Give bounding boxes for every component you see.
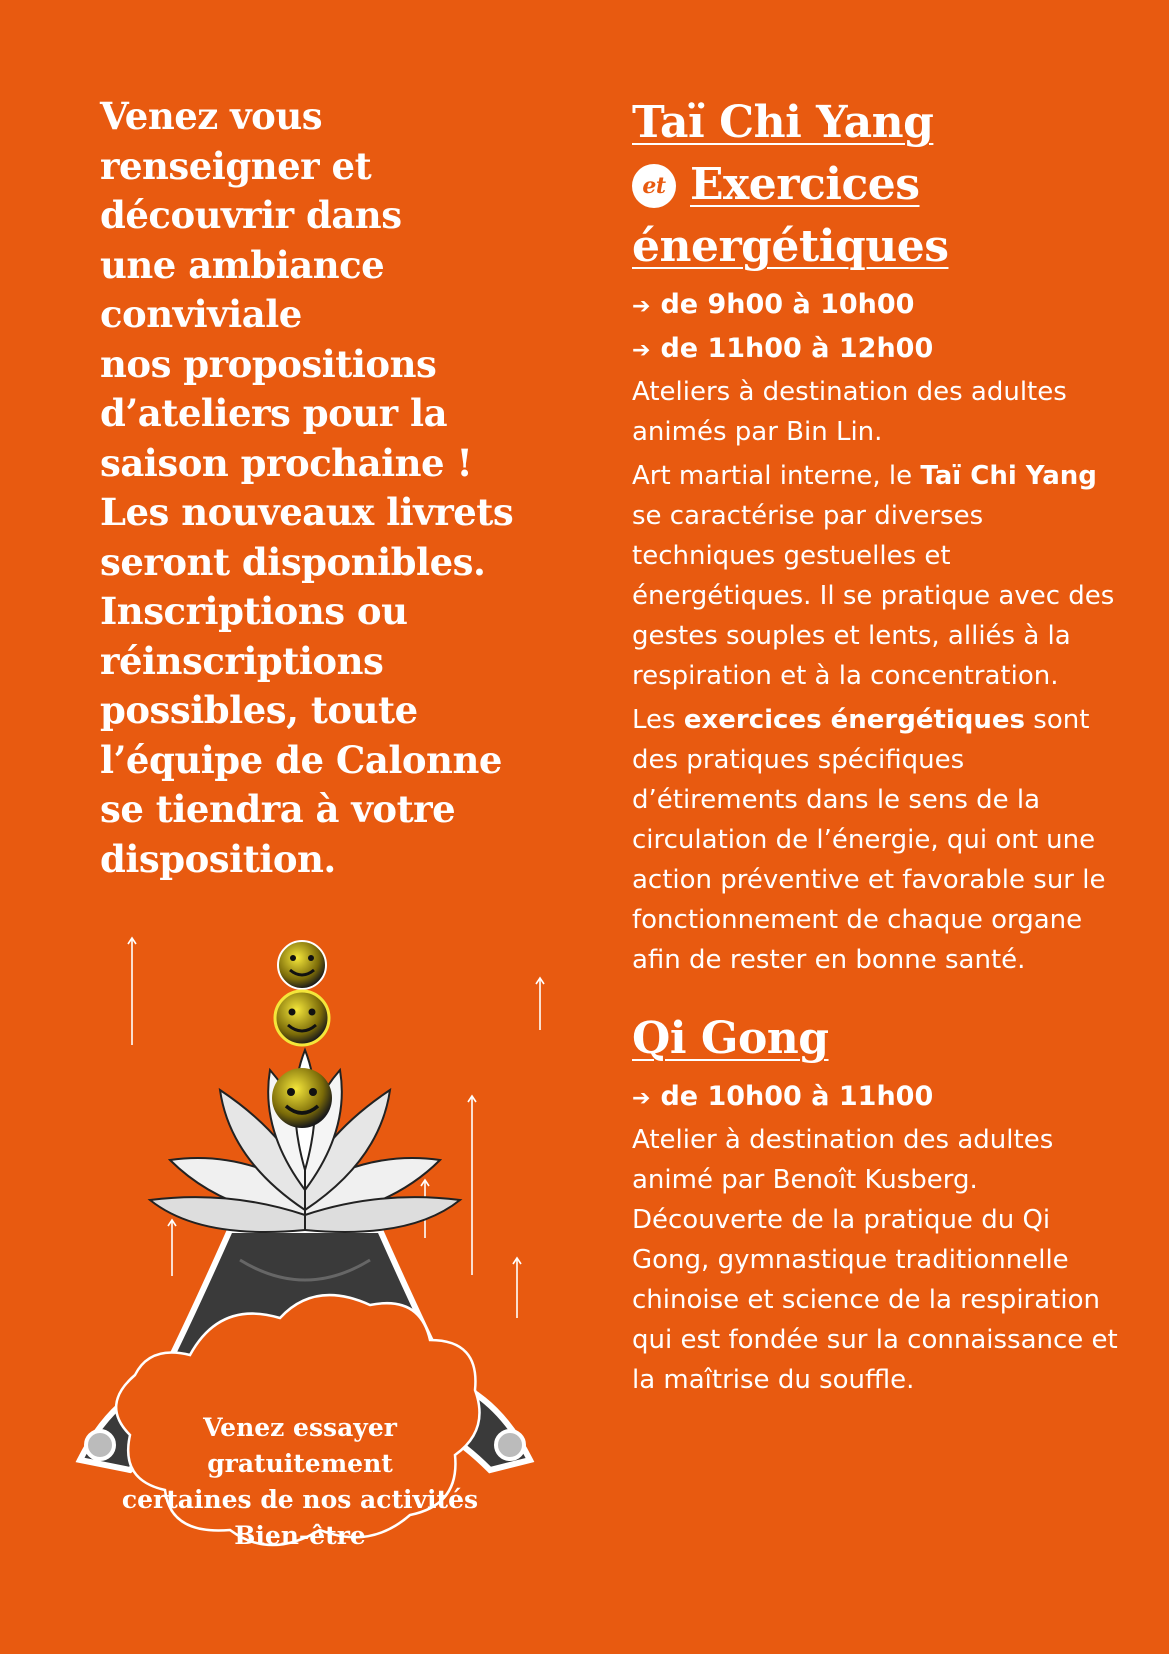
intro-line: l’équipe de Calonne bbox=[100, 737, 502, 782]
smiley-icon bbox=[272, 1068, 332, 1128]
intro-line: renseigner et bbox=[100, 143, 372, 188]
title-line: Qi Gong bbox=[632, 1013, 829, 1064]
intro-line: Inscriptions ou bbox=[100, 589, 408, 633]
title-line: énergétiques bbox=[632, 221, 949, 272]
et-badge: et bbox=[632, 164, 676, 208]
cloud-line: Venez essayer bbox=[203, 1413, 397, 1442]
schedule-item: ➔ de 10h00 à 11h00 bbox=[632, 1081, 934, 1112]
intro-line: disposition. bbox=[100, 836, 336, 881]
activities-column bbox=[632, 92, 1132, 1404]
cloud-line: Bien-être bbox=[234, 1521, 366, 1550]
arrow-right-icon: ➔ bbox=[632, 294, 651, 319]
paragraph: Atelier à destination des adultes animé par Benoît Kusberg. Découverte de la pratique du Qi Gong, gymnastique traditionnelle chinoise et science de la respiration qui est fondée sur la connaissance et la maîtrise du souffle. bbox=[632, 1125, 1118, 1395]
cloud-line: gratuitement bbox=[207, 1449, 393, 1478]
arrow-right-icon: ➔ bbox=[632, 1086, 651, 1111]
arrow-right-icon: ➔ bbox=[632, 338, 651, 363]
intro-text bbox=[100, 92, 560, 884]
paragraph: Ateliers à destination des adultes animés par Bin Lin. bbox=[632, 377, 1067, 447]
smiley-icon bbox=[278, 941, 326, 989]
intro-line: nos propositions bbox=[100, 341, 437, 386]
intro-line: conviviale bbox=[100, 292, 302, 336]
schedule-list bbox=[632, 284, 1132, 372]
paragraph: Les exercices énergétiques sont des pratiques spécifiques d’étirements dans le sens de la circulation de l’énergie, qui ont une action préventive et favorable sur le fonctionnement de chaque organe afin de rester en bonne santé. bbox=[632, 705, 1106, 975]
intro-line: Venez vous bbox=[100, 94, 323, 138]
intro-line: découvrir dans bbox=[100, 193, 402, 237]
title-line: Taï Chi Yang bbox=[632, 97, 934, 148]
intro-line: d’ateliers pour la bbox=[100, 391, 448, 435]
section-title-taichi bbox=[632, 92, 1132, 278]
intro-line: se tiendra à votre bbox=[100, 787, 456, 831]
intro-line: possibles, toute bbox=[100, 688, 418, 732]
cloud-line: certaines de nos activités bbox=[121, 1485, 479, 1514]
section-description bbox=[632, 372, 1132, 980]
schedule-list bbox=[632, 1076, 1132, 1120]
title-line: Exercices bbox=[690, 159, 920, 210]
intro-line: Les nouveaux livrets bbox=[100, 490, 514, 534]
paragraph: Art martial interne, le Taï Chi Yang se caractérise par diverses techniques gestuelles et énergétiques. Il se pratique avec des gestes souples et lents, alliés à la respiration et à la concentration. bbox=[632, 461, 1115, 691]
section-description bbox=[632, 1120, 1132, 1400]
section-title-qigong bbox=[632, 1008, 1132, 1070]
cloud-message bbox=[110, 1410, 490, 1554]
schedule-item: ➔ de 9h00 à 10h00 bbox=[632, 289, 915, 320]
intro-line: saison prochaine ! bbox=[100, 440, 473, 485]
intro-line: une ambiance bbox=[100, 242, 385, 287]
intro-line: seront disponibles. bbox=[100, 539, 486, 584]
schedule-item: ➔ de 11h00 à 12h00 bbox=[632, 333, 934, 364]
intro-line: réinscriptions bbox=[100, 638, 384, 683]
smiley-icon bbox=[275, 991, 329, 1045]
